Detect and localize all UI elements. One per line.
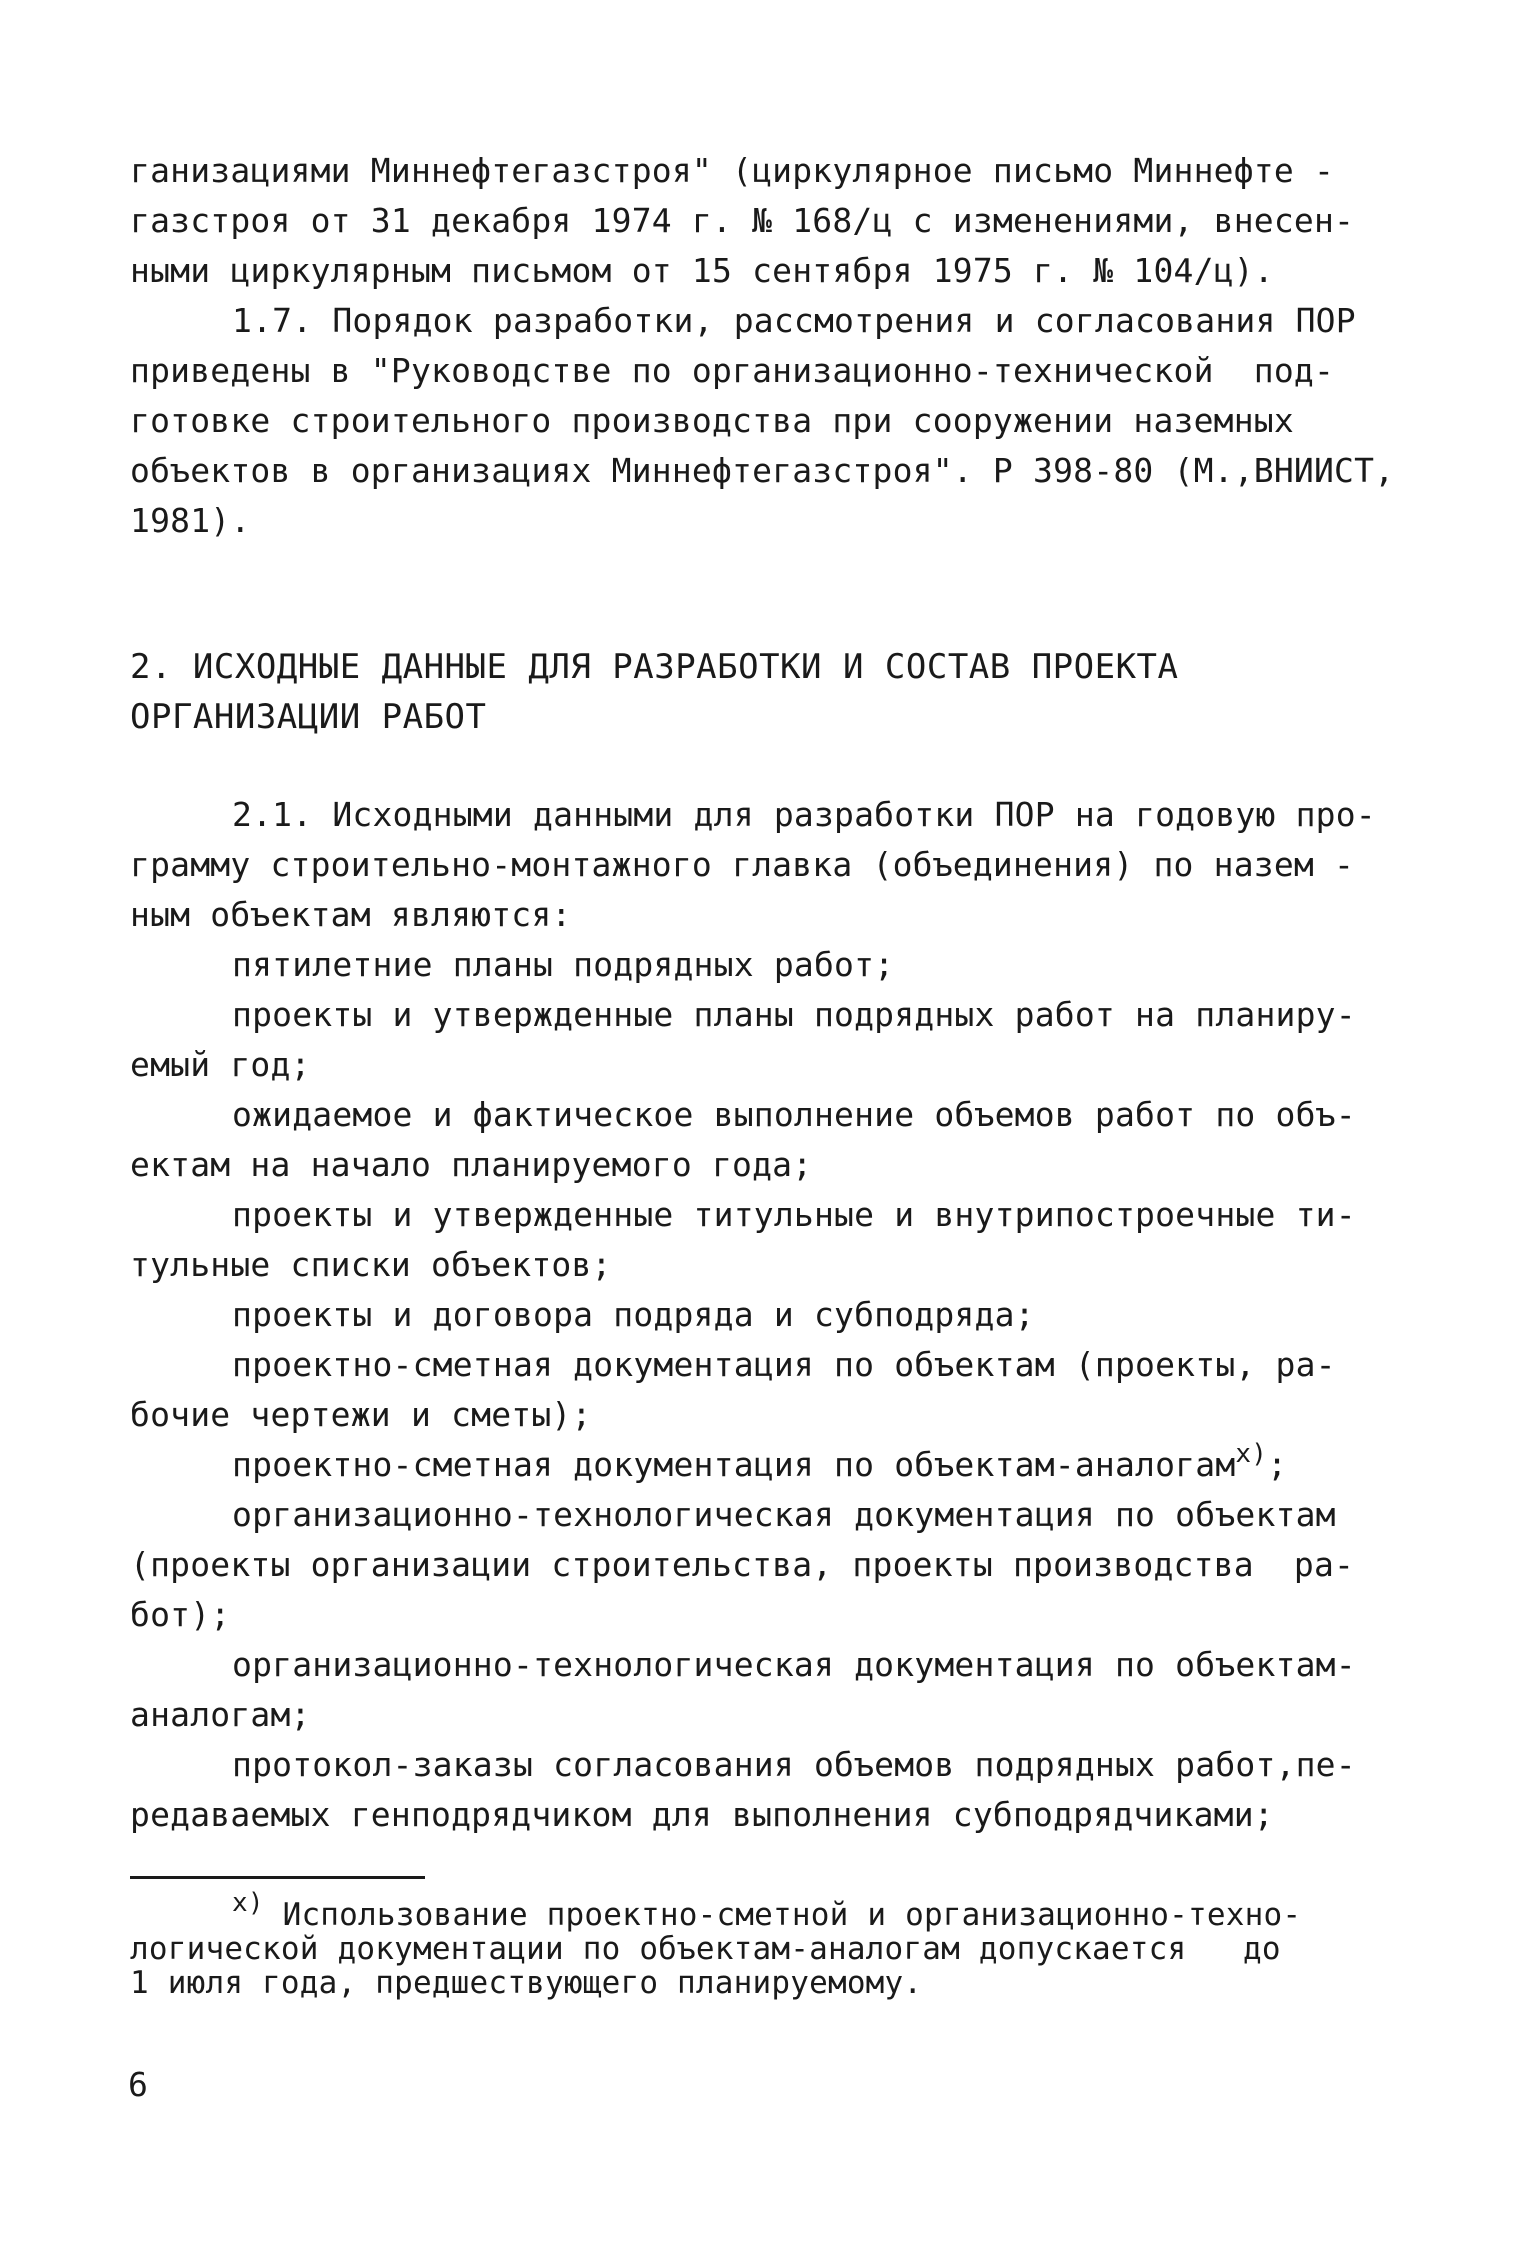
intro-line-1: ганизациями Миннефтегазстроя" (циркулярное письмо Миннефте - <box>130 151 1335 190</box>
footnote-line-1-text: Использование проектно-сметной и организационно-техно- <box>263 1897 1302 1933</box>
footnote-line-2: логической документации по объектам-аналогам допускается до <box>130 1931 1281 1967</box>
paragraph-2-1-line-1: 2.1. Исходными данными для разработки ПОР на годовую про- <box>232 795 1376 834</box>
paragraph-1-7-line-2: приведены в "Руководстве по организационно-технической под- <box>130 351 1335 390</box>
list-item-8-line-1: организационно-технологическая документация по объектам <box>232 1495 1336 1534</box>
list-item-10-line-1: протокол-заказы согласования объемов подрядных работ,пе- <box>232 1745 1356 1784</box>
footnote-line-1 <box>232 1888 1302 1933</box>
list-item-9-line-2: аналогам; <box>130 1695 311 1734</box>
list-item-9-line-1: организационно-технологическая документация по объектам- <box>232 1645 1356 1684</box>
section-2-title-line-2: ОРГАНИЗАЦИИ РАБОТ <box>130 697 487 737</box>
footnote-separator <box>130 1876 425 1879</box>
intro-line-2: газстроя от 31 декабря 1974 г. № 168/ц с изменениями, внесен- <box>130 201 1355 240</box>
footnote-mark: x) <box>232 1888 264 1918</box>
page-number: 6 <box>128 2065 148 2104</box>
intro-line-3: ными циркулярным письмом от 15 сентября 1975 г. № 104/ц). <box>130 251 1274 290</box>
list-item-3-line-2: ектам на начало планируемого года; <box>130 1145 813 1184</box>
list-item-2-line-2: емый год; <box>130 1045 311 1084</box>
list-item-7-end: ; <box>1267 1445 1288 1484</box>
paragraph-2-1-line-2: грамму строительно-монтажного главка (объединения) по назем - <box>130 845 1355 884</box>
paragraph-1-7-line-5: 1981). <box>130 501 251 540</box>
list-item-3-line-1: ожидаемое и фактическое выполнение объемов работ по объ- <box>232 1095 1356 1134</box>
list-item-4-line-1: проекты и утвержденные титульные и внутрипостроечные ти- <box>232 1195 1356 1234</box>
section-2-title-line-1: 2. ИСХОДНЫЕ ДАННЫЕ ДЛЯ РАЗРАБОТКИ И СОСТАВ ПРОЕКТА <box>130 647 1179 687</box>
list-item-4-line-2: тульные списки объектов; <box>130 1245 612 1284</box>
list-item-1: пятилетние планы подрядных работ; <box>232 945 895 984</box>
list-item-10-line-2: редаваемых генподрядчиком для выполнения субподрядчиками; <box>130 1795 1274 1834</box>
paragraph-1-7-line-4: объектов в организациях Миннефтегазстроя". Р 398-80 (М.,ВНИИСТ, <box>130 451 1395 490</box>
list-item-6-line-2: бочие чертежи и сметы); <box>130 1395 592 1434</box>
list-item-7 <box>232 1440 1287 1493</box>
list-item-6-line-1: проектно-сметная документация по объектам (проекты, ра- <box>232 1345 1336 1384</box>
paragraph-1-7-line-3: готовке строительного производства при сооружении наземных <box>130 401 1294 440</box>
list-item-8-line-2: (проекты организации строительства, проекты производства ра- <box>130 1545 1355 1584</box>
footnote-reference-mark: x) <box>1235 1439 1268 1469</box>
list-item-8-line-3: бот); <box>130 1595 231 1634</box>
list-item-2-line-1: проекты и утвержденные планы подрядных работ на планиру- <box>232 995 1356 1034</box>
footnote-line-3: 1 июля года, предшествующего планируемому. <box>130 1965 923 2001</box>
paragraph-1-7-line-1: 1.7. Порядок разработки, рассмотрения и согласования ПОР <box>232 301 1356 340</box>
paragraph-2-1-line-3: ным объектам являются: <box>130 895 572 934</box>
list-item-5: проекты и договора подряда и субподряда; <box>232 1295 1035 1334</box>
list-item-7-text: проектно-сметная документация по объектам-аналогам <box>232 1445 1236 1484</box>
